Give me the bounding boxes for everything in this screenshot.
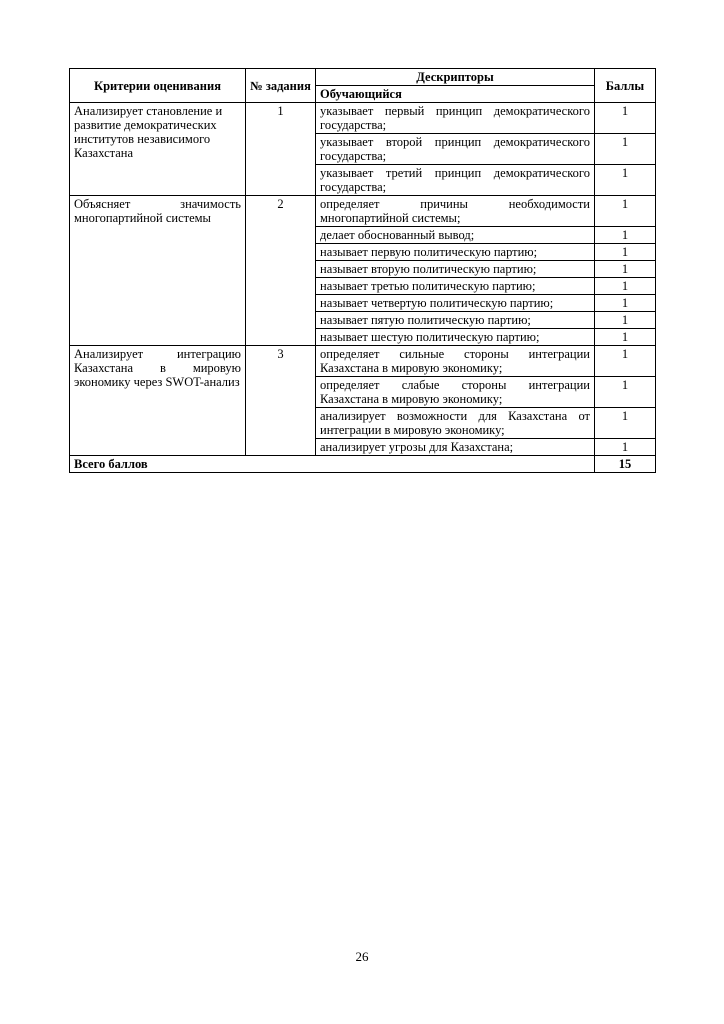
descriptor-cell: указывает первый принцип демократического государства; [316, 103, 595, 134]
table-row [70, 196, 656, 227]
total-row [70, 456, 656, 473]
criterion-cell: Анализирует становление и развитие демократических институтов независимого Казахстана [70, 103, 246, 196]
task-number-cell: 1 [246, 103, 316, 196]
descriptor-cell: называет пятую политическую партию; [316, 312, 595, 329]
score-cell: 1 [595, 244, 656, 261]
table-row [70, 103, 656, 134]
descriptor-cell: анализирует угрозы для Казахстана; [316, 439, 595, 456]
descriptor-cell: делает обоснованный вывод; [316, 227, 595, 244]
score-cell: 1 [595, 196, 656, 227]
criterion-cell: Анализирует интеграцию Казахстана в мировую экономику через SWOT-анализ [70, 346, 246, 456]
total-value: 15 [595, 456, 656, 473]
score-cell: 1 [595, 346, 656, 377]
task-number-cell: 3 [246, 346, 316, 456]
descriptor-cell: называет третью политическую партию; [316, 278, 595, 295]
score-cell: 1 [595, 439, 656, 456]
score-cell: 1 [595, 134, 656, 165]
descriptor-cell: указывает третий принцип демократического государства; [316, 165, 595, 196]
score-cell: 1 [595, 295, 656, 312]
header-task-number: № задания [246, 69, 316, 103]
header-learner: Обучающийся [316, 86, 595, 103]
score-cell: 1 [595, 103, 656, 134]
descriptor-cell: определяет причины необходимости многопартийной системы; [316, 196, 595, 227]
score-cell: 1 [595, 227, 656, 244]
descriptor-cell: называет вторую политическую партию; [316, 261, 595, 278]
score-cell: 1 [595, 312, 656, 329]
header-points: Баллы [595, 69, 656, 103]
header-row [70, 69, 656, 86]
score-cell: 1 [595, 408, 656, 439]
descriptor-cell: называет четвертую политическую партию; [316, 295, 595, 312]
descriptor-cell: называет шестую политическую партию; [316, 329, 595, 346]
descriptor-cell: определяет сильные стороны интеграции Казахстана в мировую экономику; [316, 346, 595, 377]
assessment-rubric-table [69, 68, 656, 473]
score-cell: 1 [595, 377, 656, 408]
score-cell: 1 [595, 329, 656, 346]
page-number: 26 [355, 949, 369, 964]
score-cell: 1 [595, 278, 656, 295]
header-criteria: Критерии оценивания [70, 69, 246, 103]
descriptor-cell: указывает второй принцип демократического государства; [316, 134, 595, 165]
total-label: Всего баллов [70, 456, 595, 473]
task-number-cell: 2 [246, 196, 316, 346]
header-descriptors: Дескрипторы [316, 69, 595, 86]
table-row [70, 346, 656, 377]
descriptor-cell: определяет слабые стороны интеграции Казахстана в мировую экономику; [316, 377, 595, 408]
descriptor-cell: называет первую политическую партию; [316, 244, 595, 261]
score-cell: 1 [595, 165, 656, 196]
score-cell: 1 [595, 261, 656, 278]
criterion-cell: Объясняет значимость многопартийной системы [70, 196, 246, 346]
descriptor-cell: анализирует возможности для Казахстана от интеграции в мировую экономику; [316, 408, 595, 439]
